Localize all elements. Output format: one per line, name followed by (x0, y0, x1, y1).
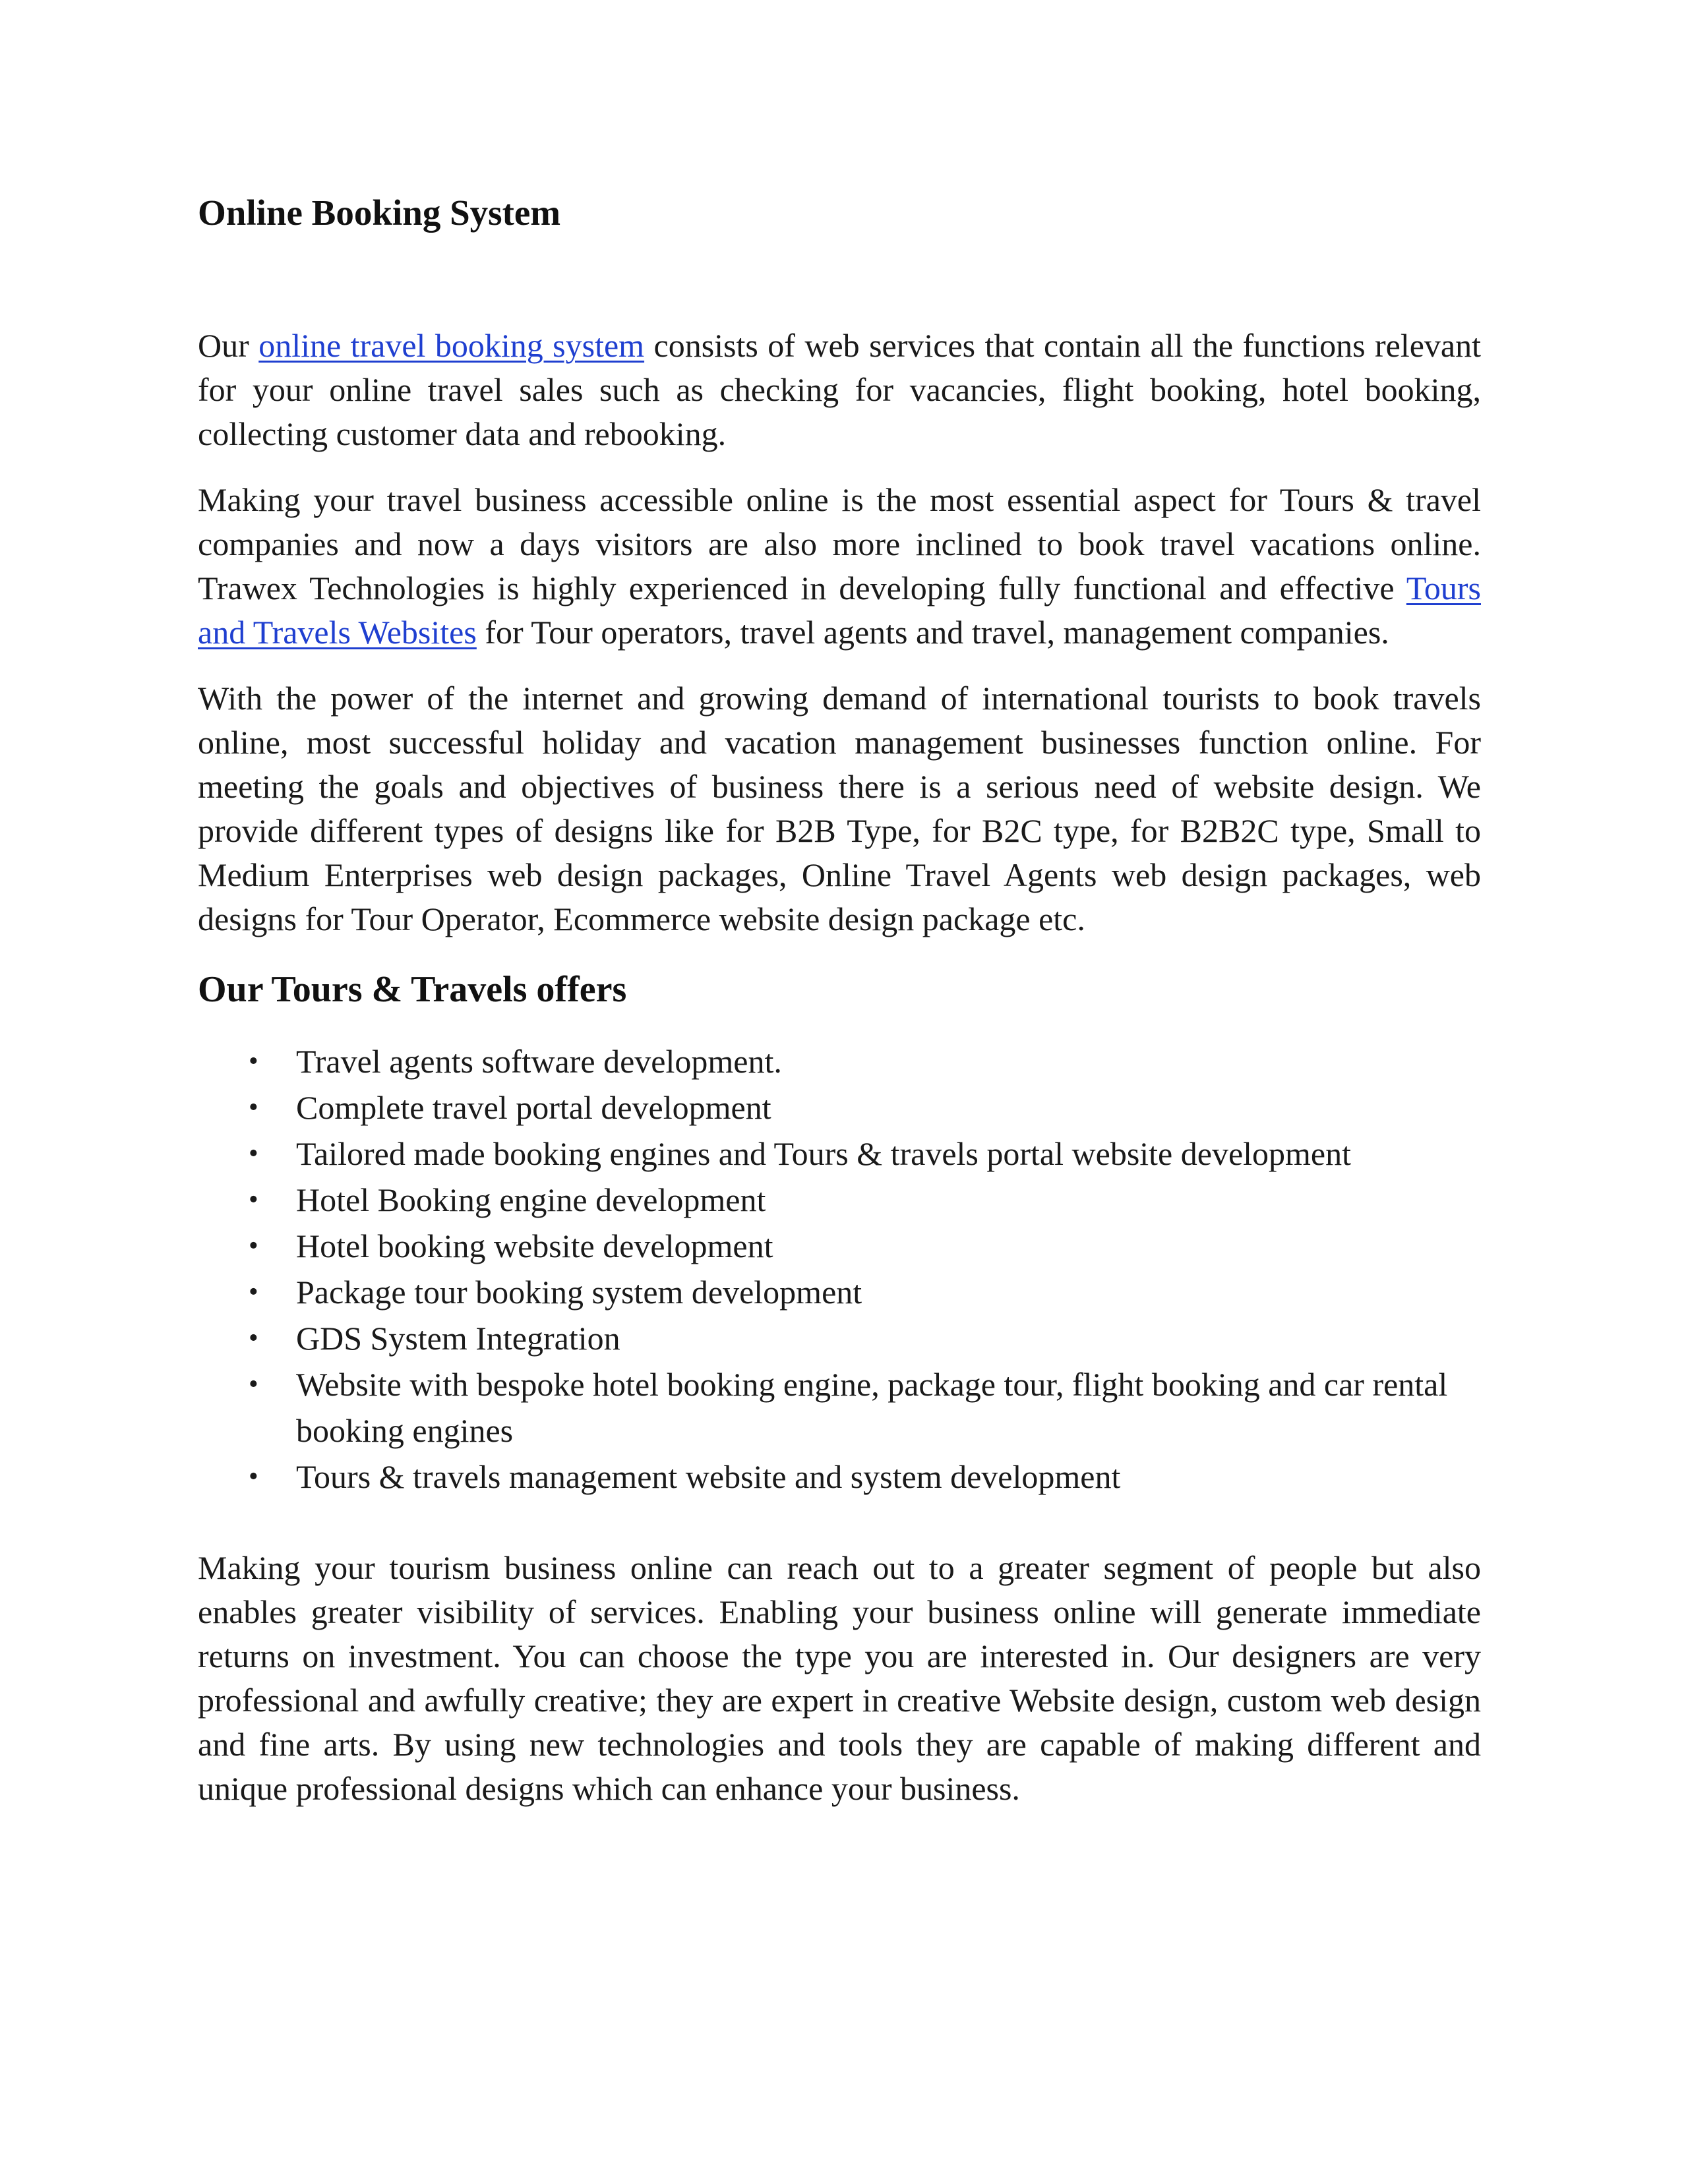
offers-heading: Our Tours & Travels offers (198, 969, 627, 1010)
offers-list (198, 1038, 1481, 1500)
bullet-icon: • (249, 1185, 258, 1216)
tours-and-travels-websites-link[interactable]: Tours and Travels Websites (198, 570, 1481, 651)
offer-text: Website with bespoke hotel booking engine, package tour, flight booking and car rental booking engines (296, 1366, 1448, 1450)
online-travel-booking-system-link[interactable]: online travel booking system (258, 327, 645, 364)
bullet-icon: • (249, 1231, 258, 1262)
document-page (198, 191, 1481, 1833)
paragraph-accessibility (198, 478, 1481, 655)
bullet-icon: • (249, 1277, 258, 1308)
list-item (198, 1177, 1481, 1223)
paragraph-design-types: With the power of the internet and growing demand of international tourists to book travels online, most successful holiday and vacation management businesses function online. For meeting the goals and objectives of business there is a serious need of website design. We provide different types of designs like for B2B Type, for B2C type, for B2B2C type, Small to Medium Enterprises web design packages, Online Travel Agents web design packages, web designs for Tour Operator, Ecommerce website design package etc. (198, 680, 1481, 937)
list-item (198, 1361, 1481, 1454)
bullet-icon: • (249, 1323, 258, 1354)
list-item (198, 1131, 1481, 1177)
bullet-icon: • (249, 1092, 258, 1123)
bullet-icon: • (249, 1046, 258, 1077)
list-item (198, 1454, 1481, 1500)
list-item (198, 1223, 1481, 1269)
paragraph-intro-prefix: Our (198, 327, 259, 364)
offer-text: GDS System Integration (296, 1320, 620, 1357)
offer-text: Tailored made booking engines and Tours & travels portal website development (296, 1135, 1351, 1173)
paragraph-accessibility-suffix: for Tour operators, travel agents and travel, management companies. (476, 614, 1389, 651)
offer-text: Package tour booking system development (296, 1274, 862, 1311)
list-item (198, 1269, 1481, 1315)
paragraph-closing: Making your tourism business online can reach out to a greater segment of people but also enables greater visibility of services. Enabling your business online will generate immediate returns on investment. You can choose the type you are interested in. Our designers are very professional and awfully creative; they are expert in creative Website design, custom web design and fine arts. By using new technologies and tools they are capable of making different and unique professional designs which can enhance your business. (198, 1549, 1481, 1808)
document-title: Online Booking System (198, 192, 561, 233)
offer-text: Hotel booking website development (296, 1227, 773, 1265)
list-item (198, 1084, 1481, 1131)
offer-text: Travel agents software development. (296, 1043, 782, 1080)
list-item (198, 1315, 1481, 1361)
offer-text: Tours & travels management website and system development (296, 1458, 1121, 1496)
bullet-icon: • (249, 1138, 258, 1169)
paragraph-intro-suffix: consists of web services that contain all the functions relevant for your online travel sales such as checking for vacancies, flight booking, hotel booking, collecting customer data and rebooking. (198, 327, 1482, 452)
offer-text: Complete travel portal development (296, 1089, 771, 1127)
paragraph-intro (198, 324, 1481, 456)
paragraph-accessibility-prefix: Making your travel business accessible online is the most essential aspect for Tours & travel companies and now a days visitors are also more inclined to book travel vacations online. Trawex Technologies is highly experienced in developing fully functional and effective (198, 481, 1481, 606)
offer-text: Hotel Booking engine development (296, 1181, 766, 1219)
bullet-icon: • (249, 1369, 258, 1400)
list-item (198, 1038, 1481, 1084)
bullet-icon: • (249, 1461, 258, 1492)
